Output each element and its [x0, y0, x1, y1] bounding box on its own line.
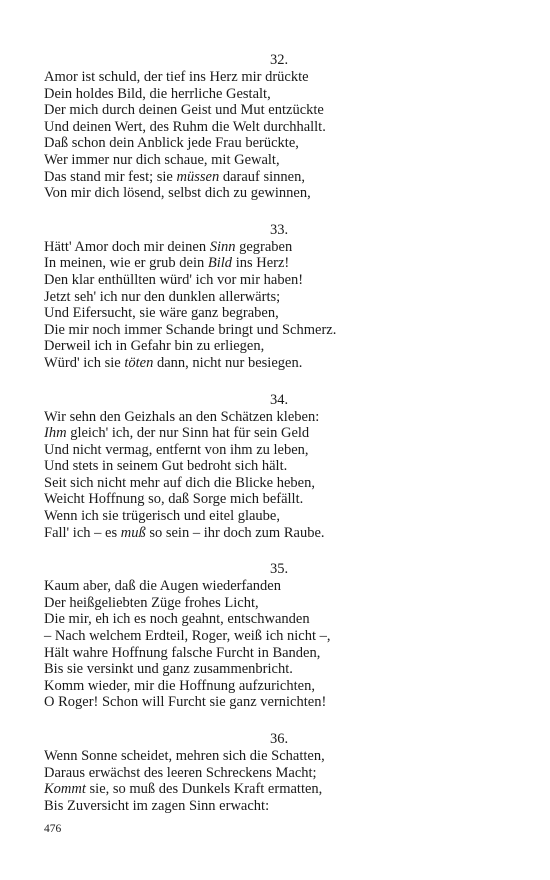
verse-text: Von mir dich lösend, selbst dich zu gewinnen, [44, 185, 311, 202]
verse-line [44, 475, 514, 492]
verse-line [44, 239, 514, 256]
verse-text: Der mich durch deinen Geist und Mut entzückte [44, 102, 324, 119]
verse-line [44, 781, 514, 798]
page-number: 476 [44, 823, 62, 835]
verse-text: Und deinen Wert, des Ruhm die Welt durchhallt. [44, 118, 326, 135]
verse-line [44, 152, 514, 169]
verse-text: Der heißgeliebten Züge frohes Licht, [44, 594, 259, 611]
verse-line [44, 678, 514, 695]
verse-text: Die mir noch immer Schande bringt und Schmerz. [44, 321, 337, 338]
verse-text: Weicht Hoffnung so, daß Sorge mich befällt. [44, 491, 304, 508]
verse-text: Kaum aber, daß die Augen wiederfanden [44, 578, 281, 595]
stanza-number: 33. [269, 221, 289, 238]
verse-text: Derweil ich in Gefahr bin zu erliegen, [44, 338, 265, 355]
verse-text: Würd' ich sie [44, 354, 125, 371]
verse-text: Bis Zuversicht im zagen Sinn erwacht: [44, 797, 270, 814]
verse-text: Die mir, eh ich es noch geahnt, entschwanden [44, 611, 310, 628]
stanza [44, 52, 514, 202]
verse-text: so sein – ihr doch zum Raube. [145, 524, 325, 541]
verse-line [44, 628, 514, 645]
stanza-number: 34. [269, 391, 289, 408]
verse-line [44, 338, 514, 355]
verse-line [44, 355, 514, 372]
verse-line [44, 442, 514, 459]
verse-text: – Nach welchem Erdteil, Roger, weiß ich nicht –, [44, 628, 331, 645]
verse-line [44, 645, 514, 662]
verse-line [44, 86, 514, 103]
verse-line [44, 595, 514, 612]
verse-text: dann, nicht nur besiegen. [153, 354, 303, 371]
verse-text: Daß schon dein Anblick jede Frau berückte, [44, 135, 299, 152]
verse-line [44, 409, 514, 426]
italic-emphasis: Kommt [44, 781, 86, 798]
stanza [44, 731, 514, 814]
verse-line [44, 694, 514, 711]
verse-text: Daraus erwächst des leeren Schreckens Macht; [44, 764, 317, 781]
verse-line [44, 458, 514, 475]
verse-text: Und Eifersucht, sie wäre ganz begraben, [44, 305, 279, 322]
stanza-number: 36. [269, 731, 289, 747]
verse-text: Hält wahre Hoffnung falsche Furcht in Banden, [44, 644, 321, 661]
verse-text: Und nicht vermag, entfernt von ihm zu leben, [44, 441, 309, 458]
verse-line [44, 578, 514, 595]
verse-text: O Roger! Schon will Furcht sie ganz vernichten! [44, 694, 327, 711]
verse-line [44, 119, 514, 136]
verse-text: Dein holdes Bild, die herrliche Gestalt, [44, 85, 271, 102]
verse-text: Seit sich nicht mehr auf dich die Blicke heben, [44, 474, 315, 491]
verse-line [44, 305, 514, 322]
verse-line [44, 272, 514, 289]
verse-line [44, 508, 514, 525]
verse-text: Wenn Sonne scheidet, mehren sich die Schatten, [44, 748, 325, 764]
verse-text: Amor ist schuld, der tief ins Herz mir drückte [44, 69, 309, 85]
verse-text: Wer immer nur dich schaue, mit Gewalt, [44, 151, 280, 168]
verse-line [44, 765, 514, 782]
verse-text: Jetzt seh' ich nur den dunklen allerwärts; [44, 288, 281, 305]
verse-line [44, 102, 514, 119]
verse-line [44, 491, 514, 508]
verse-text: Bis sie versinkt und ganz zusammenbricht. [44, 661, 293, 678]
verse-line [44, 185, 514, 202]
verse-line [44, 611, 514, 628]
verse-text: Das stand mir fest; sie [44, 168, 177, 185]
verse-text: Wir sehn den Geizhals an den Schätzen kleben: [44, 408, 320, 425]
verse-line [44, 748, 514, 765]
verse-text: Hätt' Amor doch mir deinen [44, 238, 210, 255]
verse-line [44, 425, 514, 442]
verse-text: Komm wieder, mir die Hoffnung aufzurichten, [44, 677, 315, 694]
stanza [44, 392, 514, 542]
italic-emphasis: Ihm [44, 425, 67, 442]
italic-emphasis: müssen [176, 168, 220, 185]
stanza-number: 32. [269, 52, 289, 68]
verse-text: In meinen, wie er grub dein [44, 255, 208, 272]
verse-line [44, 289, 514, 306]
verse-line [44, 798, 514, 815]
verse-line [44, 661, 514, 678]
verse-text: Fall' ich – es [44, 524, 121, 541]
verse-text: Und stets in seinem Gut bedroht sich hält. [44, 458, 288, 475]
italic-emphasis: muß [120, 524, 146, 541]
italic-emphasis: töten [124, 354, 154, 371]
stanza [44, 561, 514, 711]
verse-line [44, 169, 514, 186]
verse-line [44, 255, 514, 272]
verse-line [44, 322, 514, 339]
verse-text: Den klar enthüllten würd' ich vor mir haben! [44, 271, 304, 288]
verse-line [44, 69, 514, 86]
verse-text: darauf sinnen, [219, 168, 305, 185]
verse-text: sie, so muß des Dunkels Kraft ermatten, [85, 781, 323, 798]
verse-line [44, 135, 514, 152]
verse-text: Wenn ich sie trügerisch und eitel glaube, [44, 508, 280, 525]
verse-text: gegraben [235, 238, 293, 255]
italic-emphasis: Sinn [209, 238, 236, 255]
verse-text: ins Herz! [232, 255, 290, 272]
verse-line [44, 525, 514, 542]
stanza [44, 222, 514, 372]
verse-text: gleich' ich, der nur Sinn hat für sein Geld [66, 425, 310, 442]
stanza-number: 35. [269, 561, 289, 578]
poem-page [44, 52, 514, 834]
italic-emphasis: Bild [207, 255, 233, 272]
